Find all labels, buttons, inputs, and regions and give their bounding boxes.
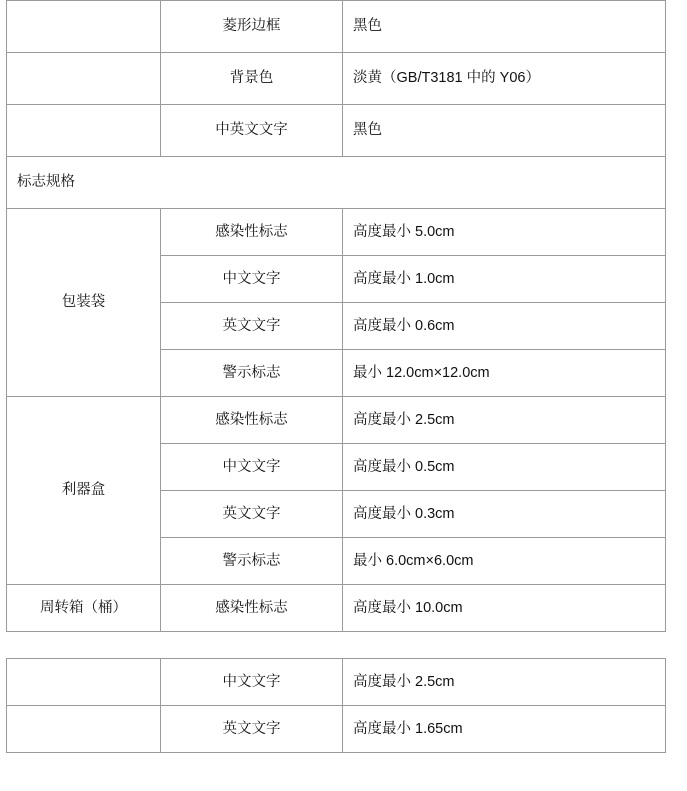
requirement-cell: 高度最小 0.5cm [343, 444, 666, 491]
category-cell: 包装袋 [7, 209, 161, 397]
requirement-cell: 黑色 [343, 105, 666, 157]
category-cell [7, 706, 161, 753]
item-cell: 警示标志 [161, 538, 343, 585]
section-header-label: 标志规格 [7, 157, 666, 209]
table-row [7, 397, 666, 444]
item-cell: 感染性标志 [161, 209, 343, 256]
requirement-cell: 高度最小 10.0cm [343, 585, 666, 632]
item-cell: 菱形边框 [161, 1, 343, 53]
table-row [7, 659, 666, 706]
spec-table-upper [6, 0, 666, 632]
requirement-cell: 最小 6.0cm×6.0cm [343, 538, 666, 585]
item-cell: 英文文字 [161, 303, 343, 350]
item-cell: 背景色 [161, 53, 343, 105]
requirement-cell: 高度最小 2.5cm [343, 397, 666, 444]
requirement-cell: 高度最小 5.0cm [343, 209, 666, 256]
category-cell: 周转箱（桶） [7, 585, 161, 632]
category-cell [7, 1, 161, 53]
requirement-cell: 最小 12.0cm×12.0cm [343, 350, 666, 397]
item-cell: 感染性标志 [161, 397, 343, 444]
category-cell: 利器盒 [7, 397, 161, 585]
table-separator [0, 632, 687, 658]
spec-table-lower [6, 658, 666, 753]
category-cell [7, 105, 161, 157]
item-cell: 警示标志 [161, 350, 343, 397]
category-cell [7, 53, 161, 105]
requirement-cell: 淡黄（GB/T3181 中的 Y06） [343, 53, 666, 105]
item-cell: 中文文字 [161, 444, 343, 491]
table-row [7, 585, 666, 632]
table-row [7, 53, 666, 105]
table-row [7, 1, 666, 53]
item-cell: 英文文字 [161, 706, 343, 753]
table-row [7, 105, 666, 157]
item-cell: 中英文文字 [161, 105, 343, 157]
table-row [7, 209, 666, 256]
item-cell: 英文文字 [161, 491, 343, 538]
category-cell [7, 659, 161, 706]
requirement-cell: 高度最小 1.0cm [343, 256, 666, 303]
table-row [7, 706, 666, 753]
requirement-cell: 黑色 [343, 1, 666, 53]
item-cell: 中文文字 [161, 256, 343, 303]
requirement-cell: 高度最小 1.65cm [343, 706, 666, 753]
item-cell: 感染性标志 [161, 585, 343, 632]
section-header-row [7, 157, 666, 209]
requirement-cell: 高度最小 0.6cm [343, 303, 666, 350]
requirement-cell: 高度最小 2.5cm [343, 659, 666, 706]
item-cell: 中文文字 [161, 659, 343, 706]
requirement-cell: 高度最小 0.3cm [343, 491, 666, 538]
